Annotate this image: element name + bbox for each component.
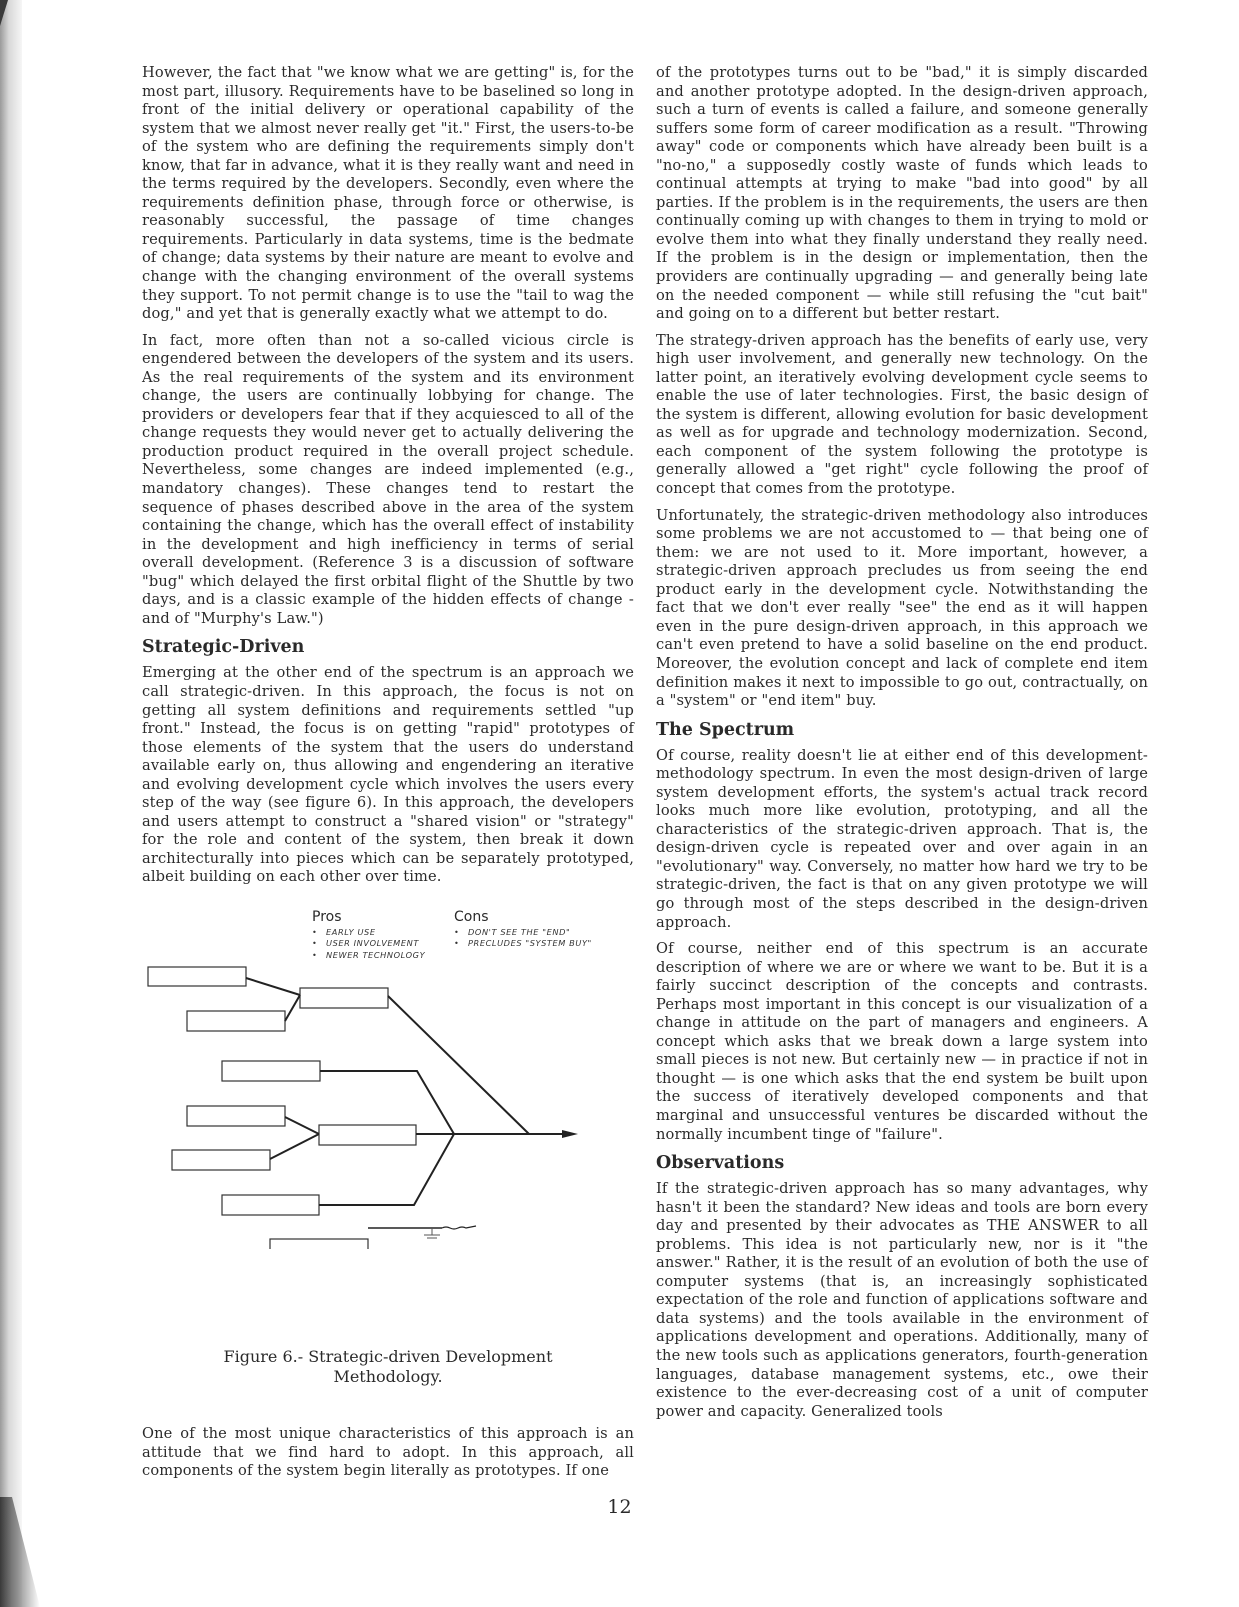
right-column xyxy=(656,64,1148,1429)
paragraph: Of course, neither end of this spectrum is an accurate description of where we are or where we want to be. But it is a fairly succinct description of the concepts and contrasts. Perhaps most important in this concept is our visualization of a change in attitude on the part of managers and engineers. A concept which asks that we break down a large system into small pieces is not new. But certainly new — in practice if not in thought — is one which asks that the end system be built upon the success of iteratively developed components and that marginal and unsuccessful ventures be discarded without the normally incumbent tinge of "failure". xyxy=(656,940,1148,1143)
section-heading-observations: Observations xyxy=(656,1153,785,1174)
paragraph: One of the most unique characteristics of this approach is an attitude that we find hard to adopt. In this approach, all components of the system begin literally as prototypes. If one xyxy=(142,1424,634,1480)
pros-title: Pros xyxy=(312,908,342,925)
prototype-box xyxy=(172,1150,270,1170)
prototype-box xyxy=(222,1061,320,1081)
figure-caption xyxy=(142,1347,634,1387)
paragraph: However, the fact that "we know what we are getting" is, for the most part, illusory. Requirements have to be baselined so long in front of the initial delivery or operational capability of the system that we almost never really get "it." First, the users-to-be of the system who are defining the requirements simply don't know, that far in advance, what it is they really want and need in the terms required by the developers. Secondly, even where the requirements definition phase, through force or otherwise, is reasonably successful, the passage of time changes requirements. Particularly in data systems, time is the bedmate of change; data systems by their nature are meant to evolve and change with the changing environment of the overall systems they support. To not permit change is to use the "tail to wag the dog," and yet that is generally exactly what we attempt to do. xyxy=(142,64,634,323)
connector-line xyxy=(388,996,529,1134)
connector-line xyxy=(270,1134,319,1159)
pros-list xyxy=(312,927,425,961)
paragraph: of the prototypes turns out to be "bad," it is simply discarded and another prototype adopted. In the design-driven approach, such a turn of events is called a failure, and someone generally suffers some form of career modification as a result. "Throwing away" code or components which have already been built is a "no-no," a supposedly costly waste of funds which leads to continual attempts at trying to make "bad into good" by all parties. If the problem is in the requirements, the users are then continually coming up with changes to them in trying to mold or evolve them into what they finally understand they really need. If the problem is in the design or implementation, then the providers are continually upgrading — and generally being late on the needed component — while still refusing the "cut bait" and going on to a different but better restart. xyxy=(656,64,1148,323)
prototype-box xyxy=(222,1195,319,1215)
prototype-box xyxy=(187,1106,285,1126)
connector-line xyxy=(246,978,300,995)
paragraph: Of course, reality doesn't lie at either end of this development-methodology spectrum. In even the most design-driven of large system development efforts, the system's actual track record looks much more like evolution, prototyping, and all the characteristics of the strategic-driven approach. That is, the design-driven cycle is repeated over and over again in an "evolutionary" way. Conversely, no matter how hard we try to be strategic-driven, the fact is that on any given prototype we will go through most of the steps described in the design-driven approach. xyxy=(656,746,1148,931)
paragraph: If the strategic-driven approach has so many advantages, why hasn't it been the standard? New ideas and tools are born every day and presented by their advocates as THE ANSWER to all problems. This idea is not particularly new, nor is it "the answer." Rather, it is the result of an evolution of both the use of computer systems (that is, an increasingly sophisticated expectation of the role and function of applications software and data systems) and the tools available in the environment of applications development and operations. Additionally, many of the new tools such as applications generators, fourth-generation languages, database management systems, etc., owe their existence to the ever-decreasing cost of a unit of computer power and capacity. Generalized tools xyxy=(656,1180,1148,1420)
cons-item: • DON'T SEE THE "END" xyxy=(454,927,592,938)
page-number: 12 xyxy=(607,1496,632,1518)
caption-line: Methodology. xyxy=(333,1366,443,1386)
prototype-box xyxy=(187,1011,285,1031)
pros-item: • NEWER TECHNOLOGY xyxy=(312,950,425,961)
prototype-box xyxy=(148,967,246,986)
pros-item: • USER INVOLVEMENT xyxy=(312,938,425,949)
connector-line xyxy=(285,995,300,1021)
paragraph: Unfortunately, the strategic-driven methodology also introduces some problems we are not accustomed to — that being one of them: we are not used to it. More important, however, a strategic-driven approach precludes us from seeing the end product early in the development cycle. Notwithstanding the fact that we don't ever really "see" the end as it will happen even in the pure design-driven approach, in this approach we can't even pretend to have a solid baseline on the end product. Moreover, the evolution concept and lack of complete end item definition makes it next to impossible to go out, contractually, on a "system" or "end item" buy. xyxy=(656,506,1148,710)
connector-line xyxy=(285,1117,319,1134)
discarded-prototype-box xyxy=(270,1239,368,1249)
component-box xyxy=(300,988,388,1008)
paragraph: Emerging at the other end of the spectrum is an approach we call strategic-driven. In this approach, the focus is not on getting all system definitions and requirements settled "up front." Instead, the focus is on getting "rapid" prototypes of those elements of the system that the users do understand available early on, thus allowing and engendering an iterative and evolving development cycle which involves the users every step of the way (see figure 6). In this approach, the developers and users attempt to construct a "shared vision" or "strategy" for the role and content of the system, then break it down architecturally into pieces which can be separately prototyped, albeit building on each other over time. xyxy=(142,664,634,886)
page-binding-edge xyxy=(0,0,22,1607)
component-box xyxy=(319,1125,416,1145)
section-heading-strategic-driven: Strategic-Driven xyxy=(142,637,305,658)
arrow-head-icon xyxy=(562,1130,578,1138)
left-column xyxy=(142,64,634,1489)
pros-item: • EARLY USE xyxy=(312,927,425,938)
section-heading-the-spectrum: The Spectrum xyxy=(656,719,795,740)
cons-title: Cons xyxy=(454,908,489,925)
page-corner-shadow xyxy=(0,0,8,26)
figure-6-diagram xyxy=(142,909,634,1329)
cons-item: • PRECLUDES "SYSTEM BUY" xyxy=(454,938,592,949)
cons-list xyxy=(454,927,592,950)
caption-line: Figure 6.- Strategic-driven Development xyxy=(223,1346,553,1366)
paragraph: In fact, more often than not a so-called vicious circle is engendered between the developers of the system and its users. As the real requirements of the system and its environment change, the users are continually lobbying for change. The providers or developers fear that if they acquiesced to all of the change requests they would never get to actually delivering the production product required in the overall project schedule. Nevertheless, some changes are indeed implemented (e.g., mandatory changes). These changes tend to restart the sequence of phases described above in the area of the system containing the change, which has the overall effect of instability in the development and high inefficiency in terms of serial overall development. (Reference 3 is a discussion of software "bug" which delayed the first orbital flight of the Shuttle by two days, and is a classic example of the hidden effects of change - and of "Murphy's Law.") xyxy=(142,331,634,627)
paragraph: The strategy-driven approach has the benefits of early use, very high user involvement, and generally new technology. On the latter point, an iteratively evolving development cycle seems to enable the use of later technologies. First, the basic design of the system is different, allowing evolution for basic development as well as for upgrade and technology modernization. Second, each component of the system following the prototype is generally allowed a "get right" cycle following the proof of concept that comes from the prototype. xyxy=(656,331,1148,498)
